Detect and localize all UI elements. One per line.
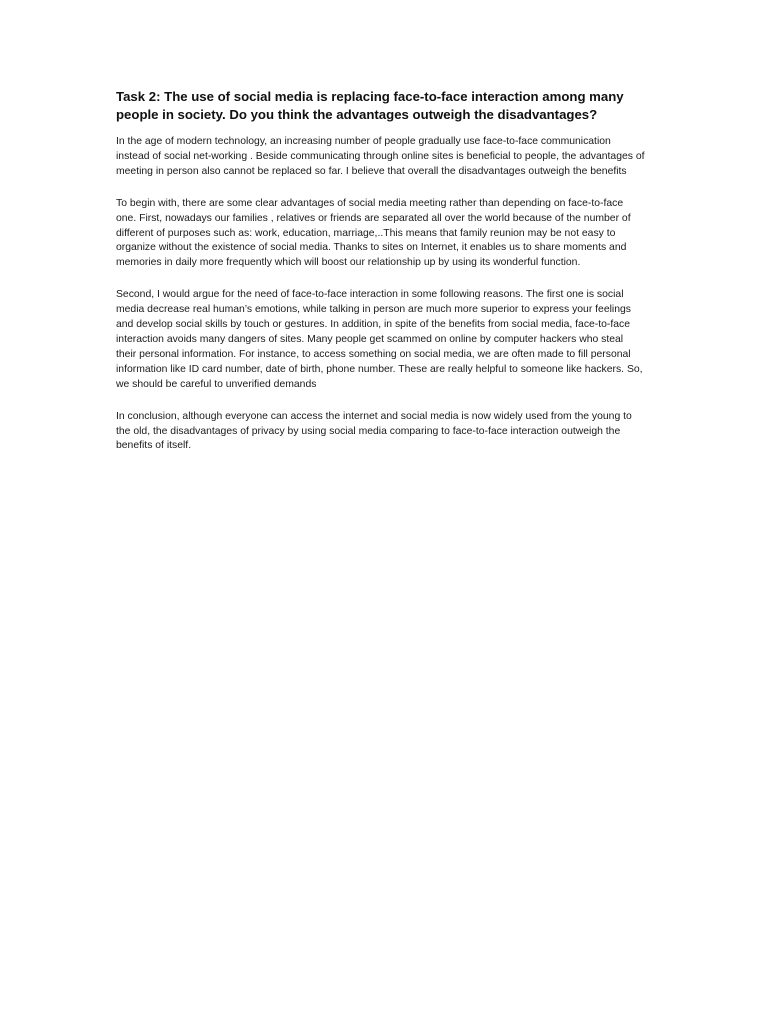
body-paragraph-disadvantages: Second, I would argue for the need of face-to-face interaction in some following reasons. The first one is social media decrease real human’s emotions, while talking in person are much more superior to express your feelings and develop social skills by touch or gestures. In addition, in spite of the benefits from social media, face-to-face interaction avoids many dangers of sites. Many people get scammed on online by computer hackers who steal their personal information. For instance, to access something on social media, we are often made to fill personal information like ID card number, date of birth, phone number. These are really helpful to someone like hackers. So, we should be careful to unverified demands	[116, 289, 643, 390]
document-content	[116, 88, 646, 471]
conclusion-paragraph: In conclusion, although everyone can access the internet and social media is now widely used from the young to the old, the disadvantages of privacy by using social media comparing to face-to-face interaction outweigh the benefits of itself.	[116, 410, 632, 452]
task-title: Task 2: The use of social media is replacing face-to-face interaction among many people in society. Do you think the advantages outweigh the disadvantages?	[116, 89, 624, 122]
introduction-paragraph: In the age of modern technology, an increasing number of people gradually use face-to-face communication instead of social net-working . Beside communicating through online sites is beneficial to people, the advantages of meeting in person also cannot be replaced so far. I believe that overall the disadvantages outweigh the benefits	[116, 136, 645, 177]
body-paragraph-advantages: To begin with, there are some clear advantages of social media meeting rather than depending on face-to-face one. First, nowadays our families , relatives or friends are separated all over the world because of the number of different of purposes such as: work, education, marriage,..This means that family reunion may be not easy to organize without the existence of social media. Thanks to sites on Internet, it enables us to share moments and memories in daily more frequently which will boost our relationship up by using its wonderful function.	[116, 197, 631, 269]
